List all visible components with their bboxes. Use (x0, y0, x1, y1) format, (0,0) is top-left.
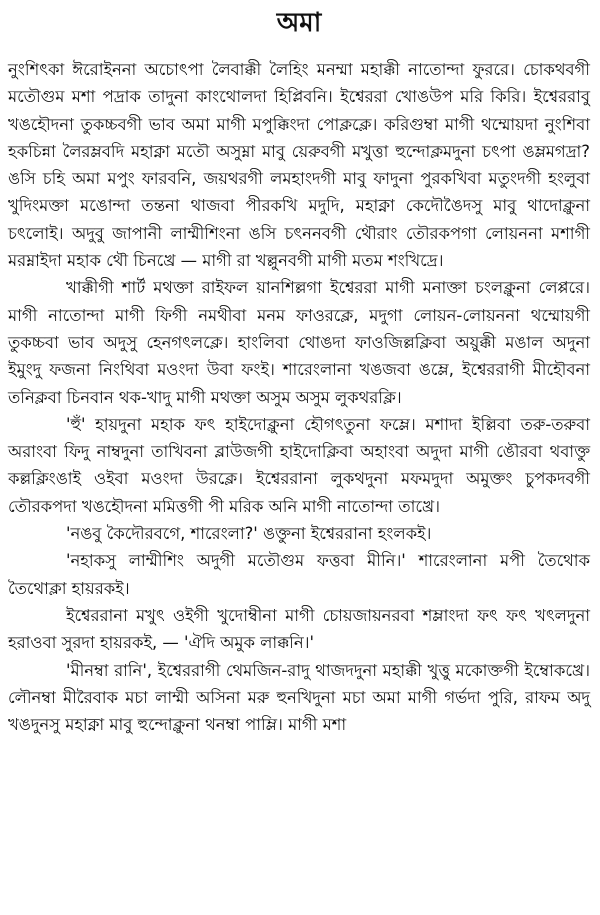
paragraph-5: 'নহাকসু লাম্মীশিং অদুগী মতৌগুম ফত্তবা মীনি।' শারেংলানা মপী তৈথোক তৈথোক্লা হায়রকই। (8, 551, 590, 598)
paragraph-6: ইশ্বেররানা মখুৎ ওইগী খুদোম্বীনা মাগী চোয়জায়নরবা শম্লাংদা ফৎ ফৎ খৎলদুনা হরাওবা সুরদা হায়রকই, — 'ঐদি অমুক লাক্কনি।' (8, 605, 590, 653)
page-title: অমা (276, 8, 322, 38)
paragraph-4: 'নঙবু কৈদৌরবগে, শারেংলা?' ঙক্তুনা ইশ্বেররানা হংলকই। (66, 524, 432, 544)
paragraph-1: নুংশিৎকা ঈরোইননা অচোৎপা লৈবাক্কী লৈহিং মনম্মা মহাক্কী নাতোন্দা ফুররে। চোকথবগী মতৌগুম মশা পদ্রাক তাদুনা কাংথোলদা হিপ্লিবনি। ইশ্বেররা খোঙউপ মরি কিরি। ইশ্বেররাবু খঙহৌদনা তুকচ্চবগী ভাব অমা মাগী মপুক্কিংদা পোক্লক্লে। করিগুম্বা মাগী থম্মোয়দা নুংশিবা হকচিন্না লৈরম্লবদি মহাক্না মতৌ অসুম্না মাবু য়েরুবগী মখুত্তা হুন্দোক্লমদুনা চৎপা ঙম্লমগদ্রা? ঙসি চহি অমা মপুং ফারবনি, জয়থরগী লমহাংদগী মাবু ফাদুনা পুরকখিবা মতুংদগী হংলুবা খুদিংমক্তা মঙোন্দা তন্তনা থাজবা পীরকখি মদুদি, মহাক্না কেদৌঙৈদসু মাবু থাদোক্লুনা চৎলোই। অদুবু জাপানী লাম্মীশিংনা ঙসি চৎননবগী থৌরাং তৌরকপগা লোয়ননা মশাগী মরম্নাইদা মহাক থৌ চিনখ্রে — মাগী রা খল্লুনবগী মাগী মতম শংখিদ্রে। (8, 60, 590, 271)
paragraph-2: খাক্কীগী শার্ট মথক্তা রাইফল য়ানশিল্লগা ইশ্বেররা মাগী মনাক্তা চংলক্লুনা লেপ্পরে। মাগী নাতোন্দা মাগী ফিগী নমথীবা মনম ফাওরক্লে, মদুগা লোয়ন-লোয়ননা থম্মোয়গী তুকচ্চবা ভাব অদুসু হেনগৎলক্লে। হাংলিবা থোঙদা ফাওজিল্লক্লিবা অয়ুক্কী মঙাল অদুনা ইমুংদু ফজনা নিংথিবা মওংদা উবা ফংই। শারেংলানা খঙজবা ঙম্লে, ইশ্বেররাগী মীহৌবনা তনিক্লবা চিনবান থক-খাদু মাগী মথক্তা অসুম অসুম লুকথরক্লি। (8, 278, 590, 407)
paragraph-7: 'মীনম্বা রানি', ইশ্বেররাগী থেমজিন-রাদু থাজদদুনা মহাক্কী খুত্তু মকোক্তগী ইম্বোকখ্রে। লৌনম্বা মীরৈবাক মচা লাম্মী অসিনা মরু হুনখিদুনা মচা অমা মাগী গর্ভদা পুরি, রাফম অদু খঙদুনসু মহাক্না মাবু হুন্দোক্লুনা থনম্বা পাম্লি। মাগী মশা (8, 660, 590, 735)
paragraph-3: 'হুঁ' হায়দুনা মহাক ফৎ হাইদোক্লুনা হৌগৎতুনা ফম্লে। মশাদা ইল্লিবা তরু-তরুবা অরাংবা ফিদু নাম্বদুনা তাখিবনা ব্লাউজগী হাইদোক্লিবা অহাংবা অদুদা মাগী ঙৌরবা থবাক্তু কল্লক্লিংঙাই ওইবা মওংদা উরক্লে। ইশ্বেররানা লুকথদুনা মফমদুদা অমুক্তং চুপকদবগী তৌরকপদা খঙহৌদনা মমিত্তগী পী মরিক অনি মাগী নাতোন্দা তাখ্রে। (8, 414, 590, 516)
